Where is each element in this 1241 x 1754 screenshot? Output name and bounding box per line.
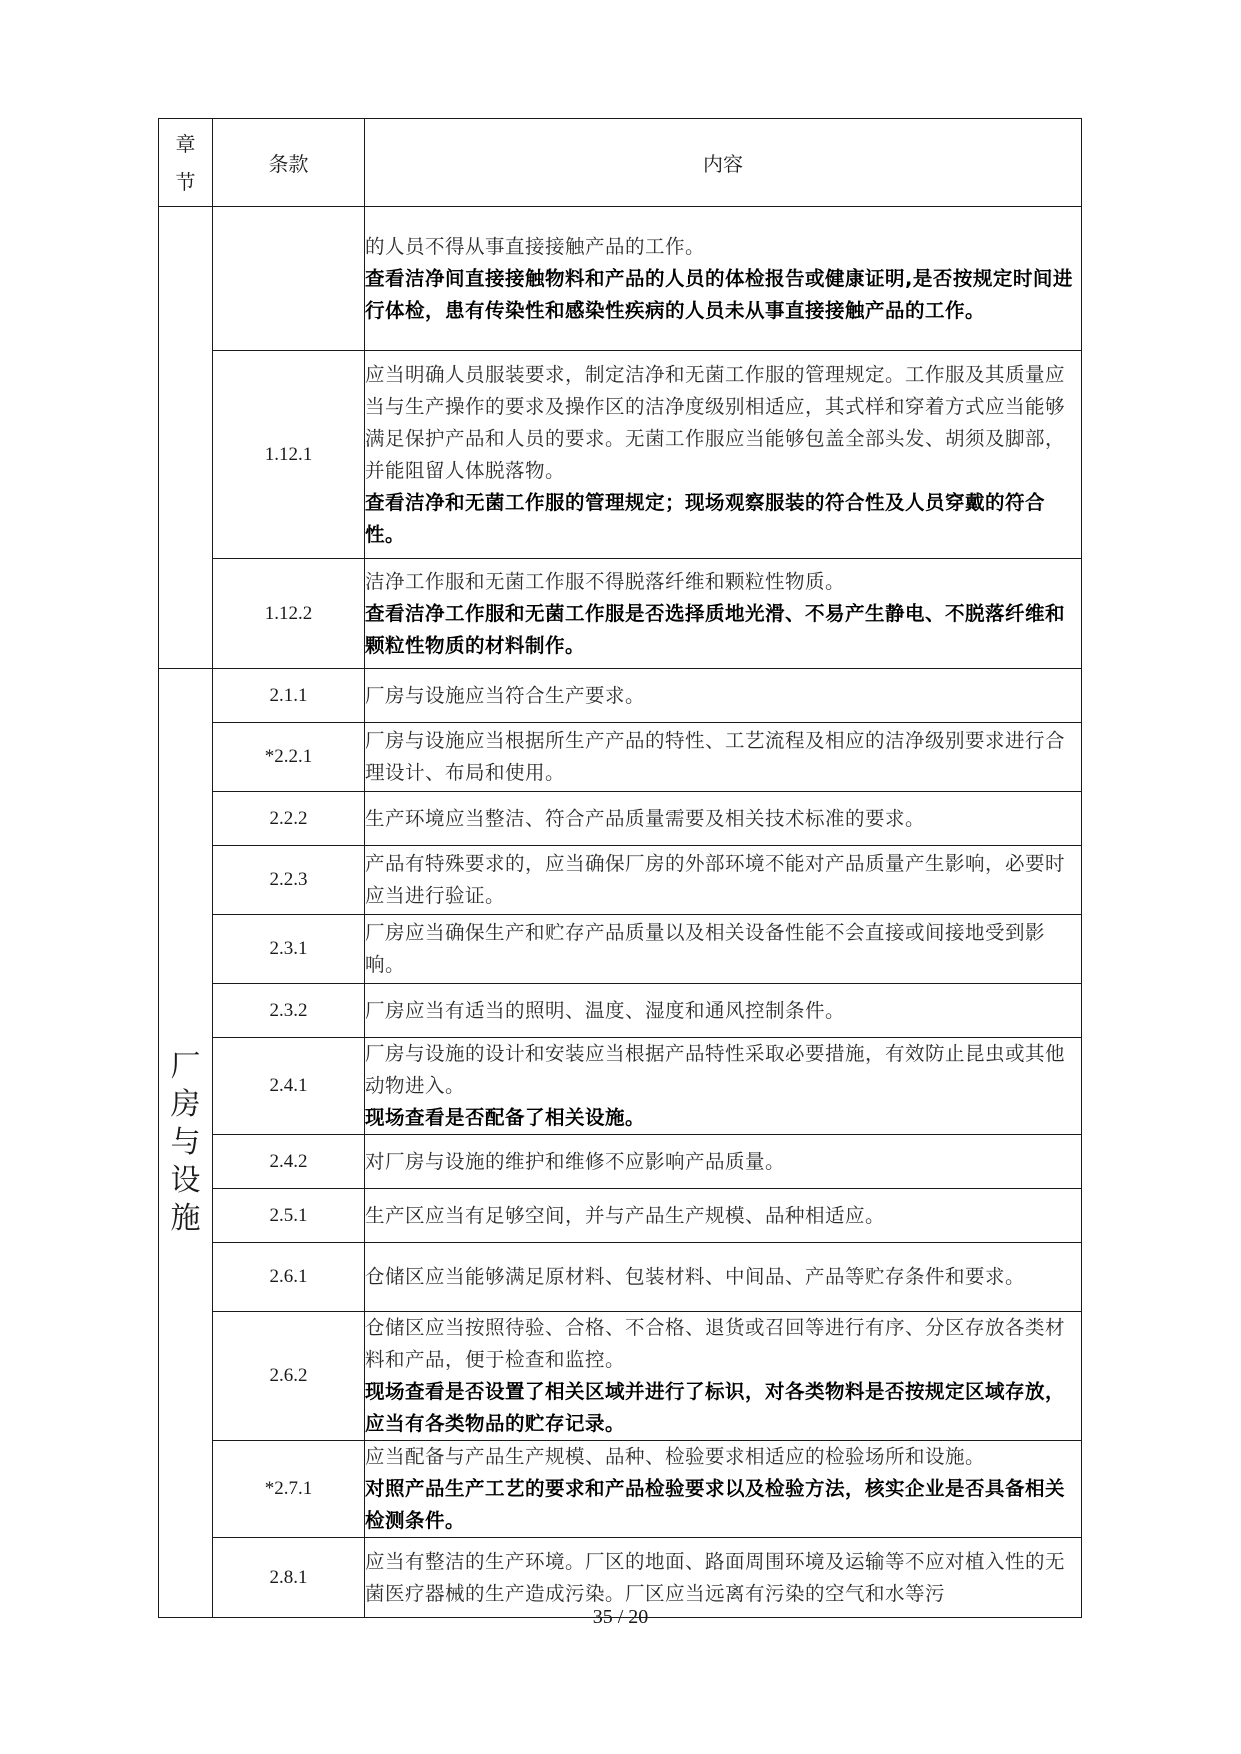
inspection-table [158,118,1082,1618]
content-cell [365,792,1082,846]
clause-cell: 1.12.2 [213,559,365,669]
header-chapter-char: 节 [175,169,196,194]
clause-cell: *2.2.1 [213,723,365,792]
content-cell [365,1441,1082,1538]
requirement-text: 应当配备与产品生产规模、品种、检验要求相适应的检验场所和设施。 [365,1445,986,1468]
content-cell [365,1135,1082,1189]
page-number: 35 / 20 [592,1606,649,1628]
table-row [159,1441,1082,1538]
table-row [159,723,1082,792]
requirement-text: 厂房与设施应当符合生产要求。 [365,683,646,707]
clause-cell: 1.12.1 [213,351,365,559]
chapter-char: 施 [170,1201,201,1236]
requirement-text: 应当明确人员服装要求，制定洁净和无菌工作服的管理规定。工作服及其质量应当与生产操作的要求及操作区的洁净度级别相适应，其式样和穿着方式应当能够满足保护产品和人员的要求。无菌工作服应当能够包盖全部头发、胡须及脚部，并能阻留人体脱落物。 [365,362,1066,482]
table-row [159,792,1082,846]
table-row [159,1038,1082,1135]
inspection-method-text: 查看洁净和无菌工作服的管理规定；现场观察服装的符合性及人员穿戴的符合性。 [365,490,1046,546]
clause-cell: *2.7.1 [213,1441,365,1538]
chapter-char: 厂 [170,1049,201,1084]
clause-cell: 2.4.1 [213,1038,365,1135]
inspection-method-text: 查看洁净工作服和无菌工作服是否选择质地光滑、不易产生静电、不脱落纤维和颗粒性物质的材料制作。 [365,601,1066,657]
table-row [159,1243,1082,1312]
requirement-text: 对厂房与设施的维护和维修不应影响产品质量。 [365,1149,786,1173]
requirement-text: 厂房应当确保生产和贮存产品质量以及相关设备性能不会直接或间接地受到影响。 [365,921,1046,976]
header-clause: 条款 [213,119,365,207]
clause-cell: 2.5.1 [213,1189,365,1243]
inspection-method-text: 现场查看是否配备了相关设施。 [365,1106,646,1129]
clause-cell: 2.2.3 [213,846,365,915]
clause-cell: 2.6.1 [213,1243,365,1312]
table-row [159,351,1082,559]
table-row [159,1189,1082,1243]
chapter-char: 与 [170,1125,201,1160]
table-row [159,1135,1082,1189]
content-cell [365,351,1082,559]
clause-cell: 2.1.1 [213,669,365,723]
table-row [159,846,1082,915]
clause-cell: 2.6.2 [213,1312,365,1441]
content-cell [365,1189,1082,1243]
table-row [159,207,1082,351]
clause-cell: 2.3.1 [213,915,365,984]
content-cell [365,1038,1082,1135]
requirement-text: 仓储区应当能够满足原材料、包装材料、中间品、产品等贮存条件和要求。 [365,1265,1026,1288]
chapter-char: 设 [170,1163,201,1198]
clause-cell: 2.2.2 [213,792,365,846]
content-cell [365,723,1082,792]
table-header-row [159,119,1082,207]
inspection-method-text: 查看洁净间直接接触物料和产品的人员的体检报告或健康证明,是否按规定时间进行体检，患有传染性和感染性疾病的人员未从事直接接触产品的工作。 [365,266,1073,322]
requirement-text: 仓储区应当按照待验、合格、不合格、退货或召回等进行有序、分区存放各类材料和产品，便于检查和监控。 [365,1316,1066,1371]
requirement-text: 生产区应当有足够空间，并与产品生产规模、品种相适应。 [365,1203,886,1227]
requirement-text: 产品有特殊要求的，应当确保厂房的外部环境不能对产品质量产生影响，必要时应当进行验证。 [365,852,1066,907]
table-row [159,1312,1082,1441]
content-cell [365,669,1082,723]
clause-cell: 2.8.1 [213,1538,365,1618]
table-row [159,984,1082,1038]
content-cell [365,984,1082,1038]
inspection-method-text: 现场查看是否设置了相关区域并进行了标识，对各类物料是否按规定区域存放，应当有各类物品的贮存记录。 [365,1380,1066,1435]
table-row [159,669,1082,723]
content-cell [365,207,1082,351]
requirement-text: 洁净工作服和无菌工作服不得脱落纤维和颗粒性物质。 [365,569,846,593]
requirement-text: 应当有整洁的生产环境。厂区的地面、路面周围环境及运输等不应对植入性的无菌医疗器械的生产造成污染。厂区应当远离有污染的空气和水等污 [365,1549,1066,1605]
requirement-text: 厂房应当有适当的照明、温度、湿度和通风控制条件。 [365,998,846,1022]
clause-cell [213,207,365,351]
clause-cell: 2.3.2 [213,984,365,1038]
chapter-cell-continued [159,207,213,669]
clause-cell: 2.4.2 [213,1135,365,1189]
requirement-text: 厂房与设施的设计和安装应当根据产品特性采取必要措施，有效防止昆虫或其他动物进入。 [365,1042,1066,1097]
table-row [159,915,1082,984]
content-cell [365,915,1082,984]
inspection-method-text: 对照产品生产工艺的要求和产品检验要求以及检验方法，核实企业是否具备相关检测条件。 [365,1477,1066,1532]
requirement-text: 生产环境应当整洁、符合产品质量需要及相关技术标准的要求。 [365,806,926,830]
header-content: 内容 [365,119,1082,207]
requirement-text: 厂房与设施应当根据所生产产品的特性、工艺流程及相应的洁净级别要求进行合理设计、布局和使用。 [365,729,1066,784]
content-cell [365,1243,1082,1312]
chapter-cell [159,669,213,1618]
chapter-char: 房 [170,1087,201,1122]
header-chapter-char: 章 [175,131,196,156]
header-chapter [159,119,213,207]
requirement-text: 的人员不得从事直接接触产品的工作。 [365,234,706,258]
table-row [159,559,1082,669]
content-cell [365,1312,1082,1441]
content-cell [365,846,1082,915]
content-cell [365,559,1082,669]
